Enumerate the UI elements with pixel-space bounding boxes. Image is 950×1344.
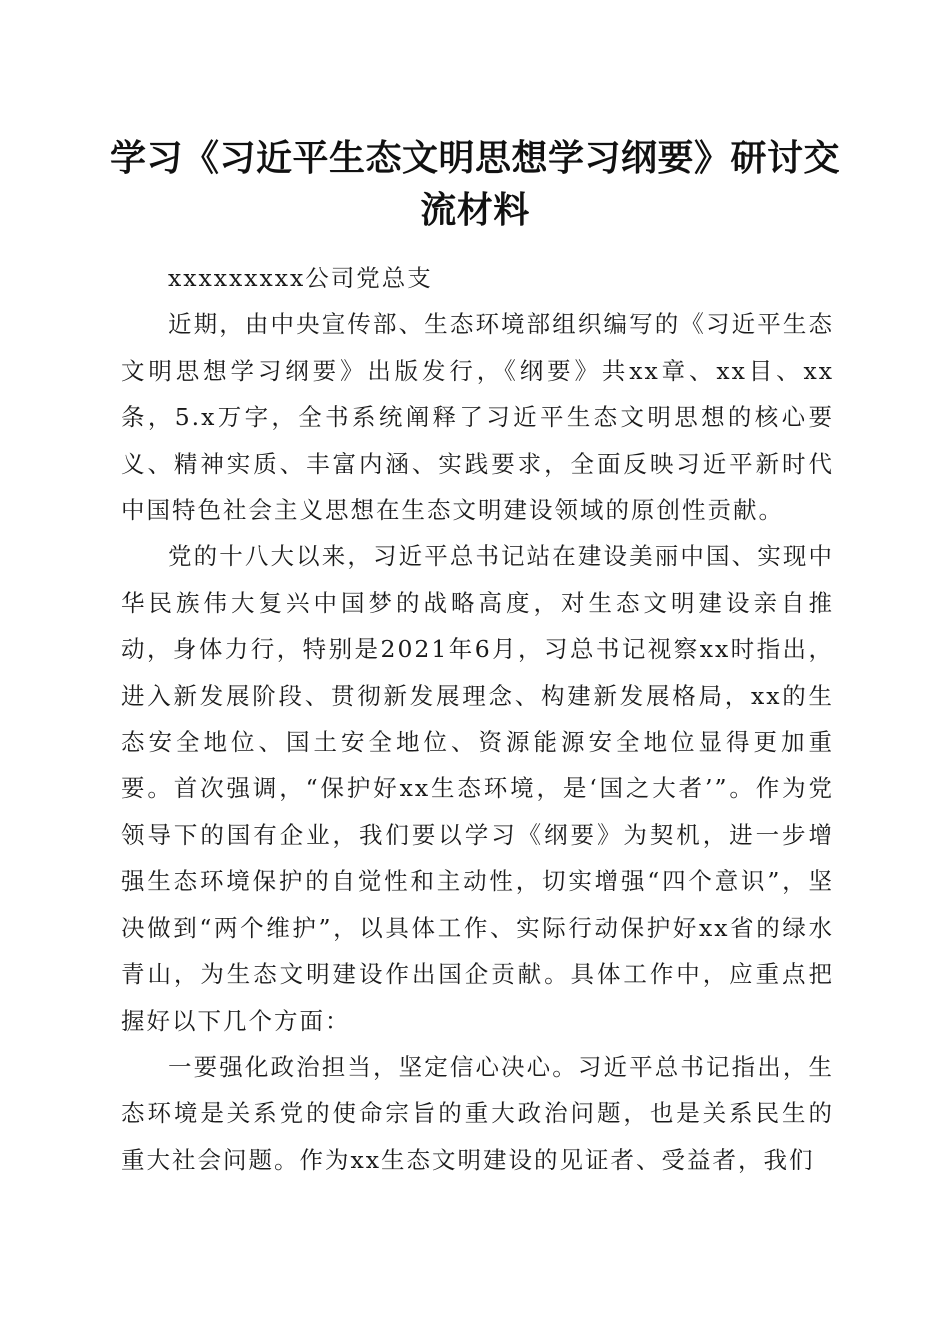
paragraph: 党的十八大以来，习近平总书记站在建设美丽中国、实现中华民族伟大复兴中国梦的战略高度，对生态文明建设亲自推动，身体力行，特别是2021年6月，习总书记视察xx时指出，进入新发展阶段、贯彻新发展理念、构建新发展格局，xx的生态安全地位、国土安全地位、资源能源安全地位显得更加重要。首次强调，“保护好xx生态环境，是‘国之大者’”。作为党领导下的国有企业，我们要以学习《纲要》为契机，进一步增强生态环境保护的自觉性和主动性，切实增强“四个意识”，坚决做到“两个维护”，以具体工作、实际行动保护好xx省的绿水青山，为生态文明建设作出国企贡献。具体工作中，应重点把握好以下几个方面： [121,542,834,1035]
paragraph: 一要强化政治担当，坚定信心决心。习近平总书记指出，生态环境是关系党的使命宗旨的重大政治问题，也是关系民生的重大社会问题。作为xx生态文明建设的见证者、受益者，我们 [121,1052,834,1174]
paragraph: 近期，由中央宣传部、生态环境部组织编写的《习近平生态文明思想学习纲要》出版发行，《纲要》共xx章、xx目、xx条，5.x万字，全书系统阐释了习近平生态文明思想的核心要义、精神实质、丰富内涵、实践要求，全面反映习近平新时代中国特色社会主义思想在生态文明建设领域的原创性贡献。 [121,310,834,525]
document-title: 学习《习近平生态文明思想学习纲要》研讨交流材料 [110,137,841,231]
document-body [121,255,834,1183]
author-line: xxxxxxxxx公司党总支 [168,264,433,292]
